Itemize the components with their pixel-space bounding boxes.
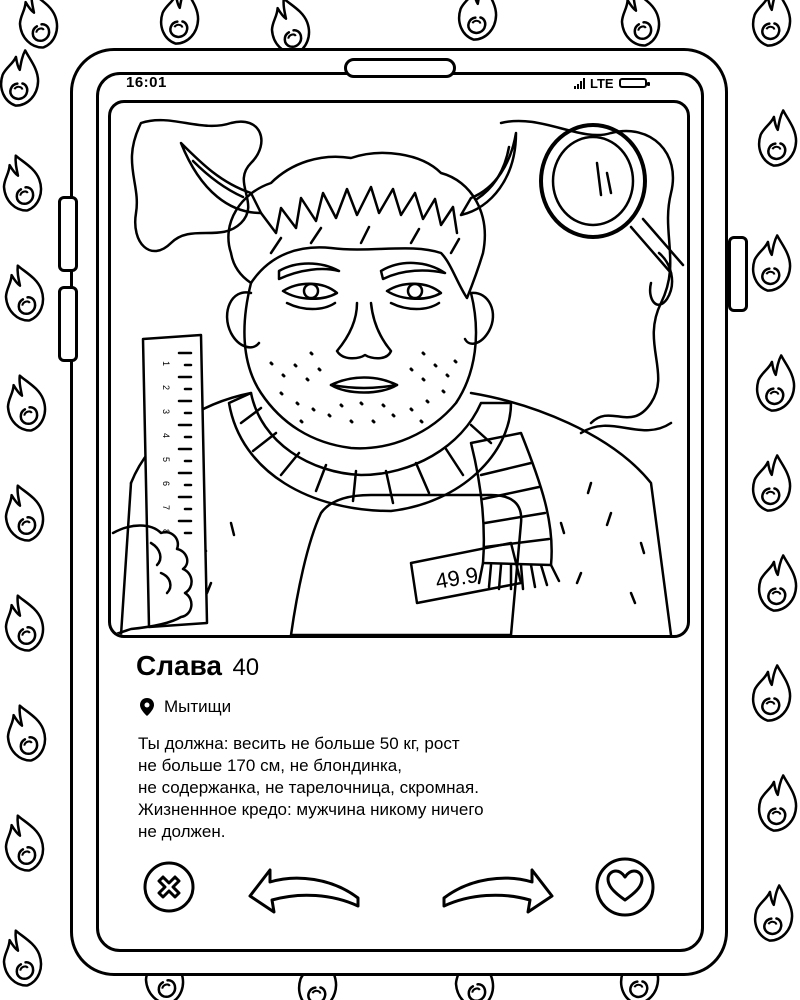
background-cloud-right (501, 121, 673, 423)
phone-power-button (728, 236, 748, 312)
mouth (331, 378, 397, 393)
status-indicators (574, 74, 647, 92)
ruler (143, 335, 207, 627)
background-cloud-left (132, 120, 261, 251)
flame-icon (749, 452, 795, 514)
ruler-mark: 8 (161, 529, 171, 535)
flame-icon (755, 107, 800, 169)
location-pin-icon (140, 698, 154, 716)
flame-icon (616, 0, 663, 49)
flame-icon (2, 702, 49, 764)
profile-header (136, 650, 259, 682)
left-eye (283, 284, 337, 299)
flame-icon (0, 927, 45, 989)
curved-arrow-right-icon (444, 870, 552, 912)
flame-icon (0, 812, 47, 874)
location-text: Мытищи (164, 697, 232, 716)
ruler-mark: 7 (161, 505, 171, 511)
flame-icon (0, 482, 47, 544)
phone-notch (344, 58, 456, 78)
scale-readout: 49.9 (433, 561, 481, 594)
right-eye (387, 284, 441, 299)
flame-icon (157, 0, 203, 47)
like-button[interactable] (594, 856, 656, 918)
right-ear (461, 133, 516, 215)
ruler-mark: 3 (161, 409, 171, 415)
flame-icon (0, 47, 43, 109)
flame-icon (2, 372, 49, 434)
flame-icon (755, 772, 800, 834)
phone-side-button-lower (58, 286, 78, 362)
profile-age: 40 (232, 654, 260, 681)
ruler-mark: 4 (161, 433, 171, 439)
status-time: 16:01 (126, 74, 167, 91)
flame-icon (749, 232, 795, 294)
flame-icon (455, 0, 501, 43)
ruler-mark: 5 (161, 457, 171, 463)
bio-line: не содержанка, не тарелочница, скромная. (138, 778, 479, 797)
bio-line: Ты должна: весить не больше 50 кг, рост (138, 734, 460, 753)
flame-icon (0, 262, 47, 324)
heart-icon (608, 871, 642, 900)
signal-strength-icon (574, 78, 585, 89)
face-outline (244, 283, 476, 448)
profile-photo[interactable] (108, 100, 690, 638)
nose (337, 303, 391, 358)
battery-icon (619, 78, 647, 88)
ruler-mark: 2 (161, 385, 171, 391)
bio-line: не больше 170 см, не блондинка, (138, 756, 402, 775)
profile-bio (138, 733, 678, 843)
flame-icon (0, 152, 45, 214)
left-ear-human (227, 292, 259, 347)
back-button[interactable] (246, 864, 362, 914)
flame-icon (14, 0, 61, 51)
ruler-mark: 6 (161, 481, 171, 487)
scarf (229, 393, 559, 589)
dislike-button[interactable] (142, 860, 196, 914)
left-eyebrow (279, 264, 339, 280)
hair (228, 153, 484, 298)
forward-button[interactable] (440, 864, 556, 914)
flame-icon (751, 882, 797, 944)
magnifying-glass-icon (541, 125, 683, 305)
ruler-mark: 1 (161, 361, 171, 367)
profile-location (140, 697, 231, 717)
right-eyebrow (381, 263, 445, 279)
bio-line: не должен. (138, 822, 226, 841)
phone-side-button-upper (58, 196, 78, 272)
profile-name: Слава (136, 650, 222, 681)
flame-icon (749, 0, 795, 49)
network-type: LTE (590, 75, 614, 91)
flame-icon (753, 352, 799, 414)
right-ear-human (465, 293, 493, 344)
flame-icon (0, 592, 47, 654)
bio-line: Жизненнное кредо: мужчина никому ничего (138, 800, 484, 819)
bathroom-scale (291, 495, 521, 635)
close-icon (145, 863, 193, 911)
flame-icon (755, 552, 800, 614)
flame-icon (749, 662, 795, 724)
curved-arrow-left-icon (250, 870, 358, 912)
